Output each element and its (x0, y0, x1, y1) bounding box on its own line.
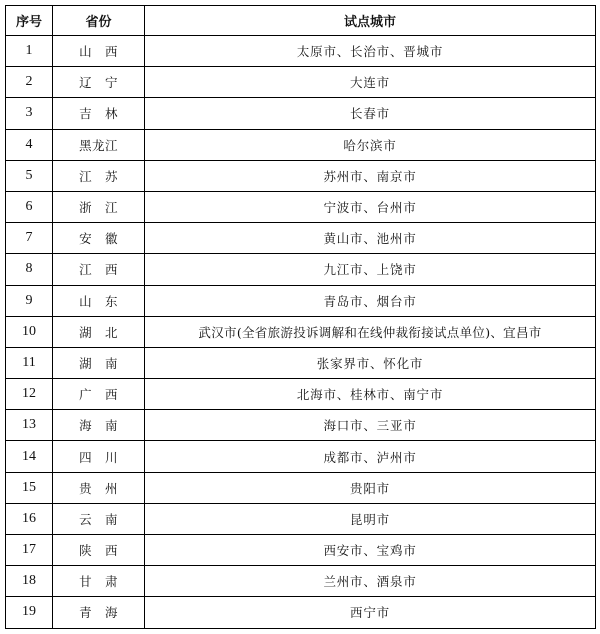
table-body (6, 36, 596, 629)
row-pilot-cities: 昆明市 (145, 503, 596, 534)
row-number: 17 (6, 535, 53, 566)
row-province: 广 西 (53, 379, 145, 410)
row-province: 陕 西 (53, 535, 145, 566)
row-number: 6 (6, 191, 53, 222)
row-province: 浙 江 (53, 191, 145, 222)
table-row (6, 379, 596, 410)
row-province: 山 西 (53, 36, 145, 67)
row-pilot-cities: 青岛市、烟台市 (145, 285, 596, 316)
row-number: 9 (6, 285, 53, 316)
table-row (6, 597, 596, 628)
row-pilot-cities: 武汉市(全省旅游投诉调解和在线仲裁衔接试点单位)、宜昌市 (145, 316, 596, 347)
row-province: 黑龙江 (53, 129, 145, 160)
table-header-row (6, 6, 596, 36)
row-province: 甘 肃 (53, 566, 145, 597)
table-row (6, 98, 596, 129)
row-province: 江 西 (53, 254, 145, 285)
row-number: 7 (6, 223, 53, 254)
row-province: 四 川 (53, 441, 145, 472)
row-province: 湖 北 (53, 316, 145, 347)
row-pilot-cities: 苏州市、南京市 (145, 160, 596, 191)
table-row (6, 410, 596, 441)
table-row (6, 223, 596, 254)
row-number: 11 (6, 347, 53, 378)
table-row (6, 254, 596, 285)
table-row (6, 503, 596, 534)
header-province: 省份 (53, 6, 145, 36)
row-province: 辽 宁 (53, 67, 145, 98)
row-pilot-cities: 宁波市、台州市 (145, 191, 596, 222)
row-pilot-cities: 太原市、长治市、晋城市 (145, 36, 596, 67)
table-row (6, 566, 596, 597)
table-row (6, 160, 596, 191)
row-province: 青 海 (53, 597, 145, 628)
table-row (6, 441, 596, 472)
row-number: 15 (6, 472, 53, 503)
row-pilot-cities: 张家界市、怀化市 (145, 347, 596, 378)
row-pilot-cities: 大连市 (145, 67, 596, 98)
row-number: 4 (6, 129, 53, 160)
row-province: 海 南 (53, 410, 145, 441)
table-row (6, 67, 596, 98)
row-number: 16 (6, 503, 53, 534)
row-number: 2 (6, 67, 53, 98)
row-province: 吉 林 (53, 98, 145, 129)
row-pilot-cities: 西宁市 (145, 597, 596, 628)
row-province: 山 东 (53, 285, 145, 316)
pilot-cities-table (5, 5, 596, 629)
table-row (6, 472, 596, 503)
row-pilot-cities: 哈尔滨市 (145, 129, 596, 160)
table-row (6, 316, 596, 347)
row-pilot-cities: 海口市、三亚市 (145, 410, 596, 441)
header-pilot-cities: 试点城市 (145, 6, 596, 36)
row-number: 19 (6, 597, 53, 628)
row-number: 14 (6, 441, 53, 472)
row-number: 8 (6, 254, 53, 285)
row-pilot-cities: 兰州市、酒泉市 (145, 566, 596, 597)
row-pilot-cities: 贵阳市 (145, 472, 596, 503)
table-row (6, 191, 596, 222)
row-pilot-cities: 北海市、桂林市、南宁市 (145, 379, 596, 410)
row-number: 3 (6, 98, 53, 129)
table-row (6, 285, 596, 316)
row-number: 18 (6, 566, 53, 597)
row-number: 5 (6, 160, 53, 191)
row-province: 湖 南 (53, 347, 145, 378)
table-row (6, 129, 596, 160)
header-number: 序号 (6, 6, 53, 36)
row-pilot-cities: 西安市、宝鸡市 (145, 535, 596, 566)
table-row (6, 347, 596, 378)
row-number: 10 (6, 316, 53, 347)
row-number: 12 (6, 379, 53, 410)
row-number: 13 (6, 410, 53, 441)
row-province: 贵 州 (53, 472, 145, 503)
table-row (6, 535, 596, 566)
row-province: 云 南 (53, 503, 145, 534)
row-number: 1 (6, 36, 53, 67)
row-pilot-cities: 成都市、泸州市 (145, 441, 596, 472)
row-pilot-cities: 九江市、上饶市 (145, 254, 596, 285)
row-province: 江 苏 (53, 160, 145, 191)
row-pilot-cities: 黄山市、池州市 (145, 223, 596, 254)
table-row (6, 36, 596, 67)
row-province: 安 徽 (53, 223, 145, 254)
row-pilot-cities: 长春市 (145, 98, 596, 129)
